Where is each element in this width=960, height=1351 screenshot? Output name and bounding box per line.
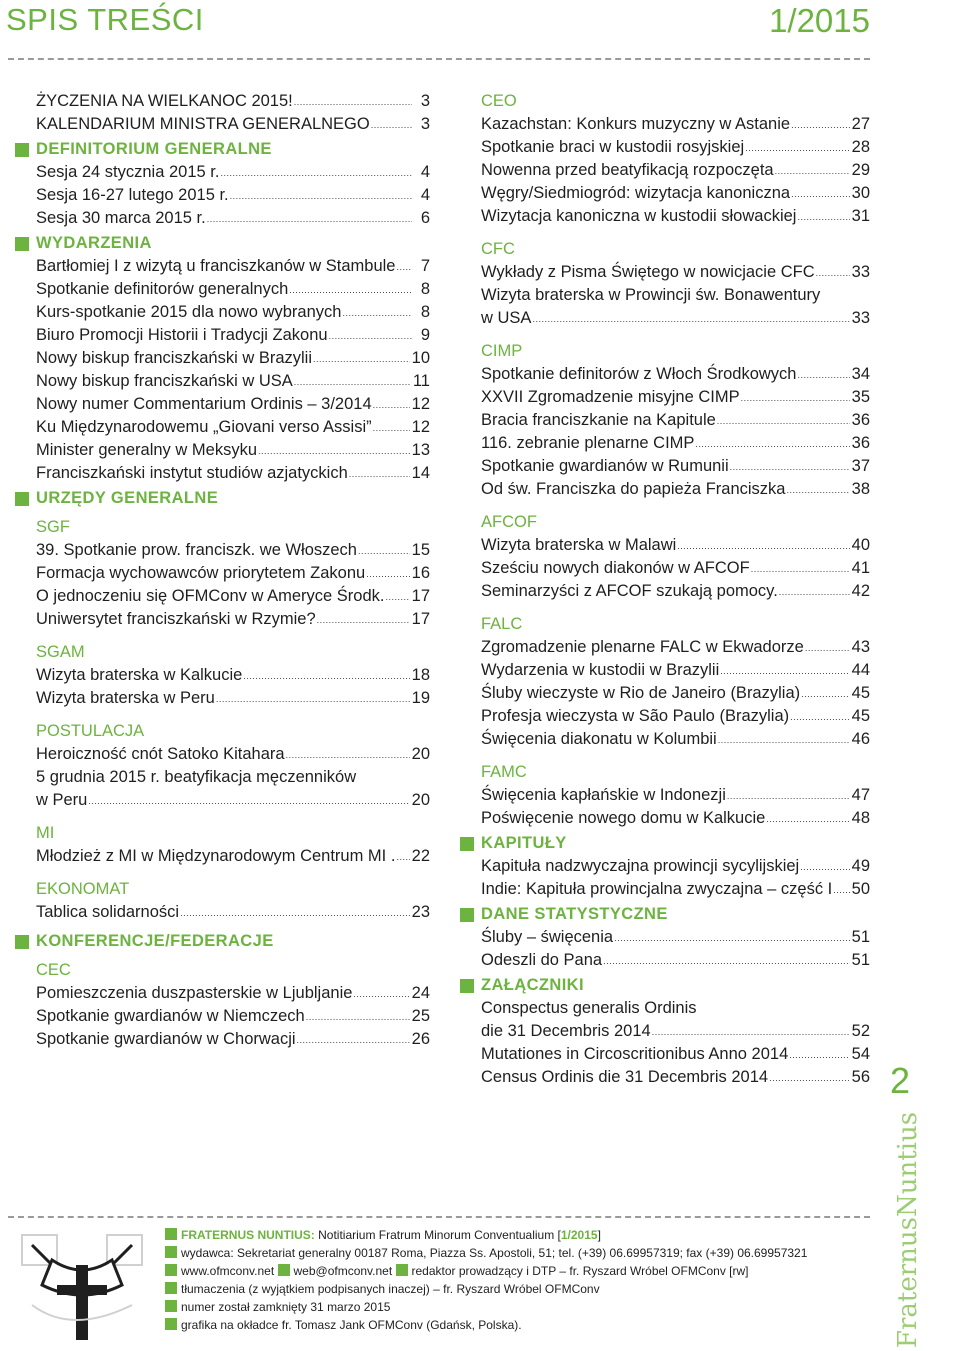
toc-entry[interactable]: Nowy biskup franciszkański w USA ..... 11	[15, 370, 430, 393]
fraternus-nuntius-logo: FraternusNuntius	[893, 1111, 923, 1349]
toc-entry[interactable]: Wizytacja kanoniczna w kustodii słowackiej ..... 31	[460, 205, 870, 228]
footer-square-icon	[165, 1246, 177, 1258]
subsection-label-postulacja: POSTULACJA	[36, 722, 145, 740]
toc-entry[interactable]: Węgry/Siedmiogród: wizytacja kanoniczna ..... 30	[460, 182, 870, 205]
toc-entry[interactable]: Tablica solidarności ..... 23	[15, 901, 430, 924]
subsection-label-falc: FALC	[481, 615, 523, 633]
toc-entry[interactable]: Spotkanie gwardianów w Chorwacji ..... 26	[15, 1028, 430, 1051]
footer-line: www.ofmconv.net web@ofmconv.net redaktor prowadzący i DTP – fr. Ryszard Wróbel OFMConv [rw]	[165, 1262, 875, 1280]
section-square-icon	[15, 492, 29, 506]
toc-entry[interactable]: Pomieszczenia duszpasterskie w Ljubljanie ..... 24	[15, 982, 430, 1005]
footer-line: tłumaczenia (z wyjątkiem podpisanych inaczej) – fr. Ryszard Wróbel OFMConv	[165, 1280, 875, 1298]
subsection-label-famc: FAMC	[481, 763, 527, 781]
toc-entry-line[interactable]: 5 grudnia 2015 r. beatyfikacja męczenników	[36, 768, 357, 786]
toc-entry[interactable]: Mutationes in Circoscritionibus Anno 2014 ..... 54	[460, 1043, 870, 1066]
toc-entry[interactable]: 116. zebranie plenarne CIMP ..... 36	[460, 432, 870, 455]
section-heading-konferencje: KONFERENCJE/FEDERACJE	[15, 930, 430, 953]
toc-entry[interactable]: Spotkanie definitorów z Włoch Środkowych ..... 34	[460, 363, 870, 386]
section-square-icon	[460, 979, 474, 993]
toc-entry[interactable]: Kazachstan: Konkurs muzyczny w Astanie ..... 27	[460, 113, 870, 136]
toc-entry[interactable]: Poświęcenie nowego domu w Kalkucie ..... 48	[460, 807, 870, 830]
toc-entry-line[interactable]: Conspectus generalis Ordinis	[481, 999, 697, 1017]
toc-entry[interactable]: 39. Spotkanie prow. franciszk. we Włoszech ..... 15	[15, 539, 430, 562]
toc-entry[interactable]: Sesja 24 stycznia 2015 r. ..... 4	[15, 161, 430, 184]
toc-right-column	[460, 90, 870, 1089]
toc-entry[interactable]: Biuro Promocji Historii i Tradycji Zakonu ..... 9	[15, 324, 430, 347]
section-square-icon	[15, 935, 29, 949]
section-square-icon	[15, 143, 29, 157]
toc-entry[interactable]: Zgromadzenie plenarne FALC w Ekwadorze ..... 43	[460, 636, 870, 659]
toc-entry[interactable]: Wykłady z Pisma Świętego w nowicjacie CFC ..... 33	[460, 261, 870, 284]
toc-entry[interactable]: Wizyta braterska w Peru ..... 19	[15, 687, 430, 710]
subsection-label-afcof: AFCOF	[481, 513, 537, 531]
section-heading-kapituly: KAPITUŁY	[460, 832, 870, 855]
toc-entry[interactable]: w USA ..... 33	[460, 307, 870, 330]
toc-entry[interactable]: Wydarzenia w kustodii w Brazylii ..... 44	[460, 659, 870, 682]
toc-entry[interactable]: Heroiczność cnót Satoko Kitahara ..... 20	[15, 743, 430, 766]
toc-entry[interactable]: Bartłomiej I z wizytą u franciszkanów w Stambule ..... 7	[15, 255, 430, 278]
toc-entry[interactable]: Kurs-spotkanie 2015 dla nowo wybranych ..... 8	[15, 301, 430, 324]
toc-entry[interactable]: Nowy numer Commentarium Ordinis – 3/2014 ..... 12	[15, 393, 430, 416]
footer-square-icon	[165, 1300, 177, 1312]
toc-entry[interactable]: Spotkanie braci w kustodii rosyjskiej ..... 28	[460, 136, 870, 159]
section-heading-definitorium: DEFINITORIUM GENERALNE	[15, 138, 430, 161]
page-header	[0, 0, 960, 70]
subsection-label-ceo: CEO	[481, 92, 517, 110]
toc-entry[interactable]: Franciszkański instytut studiów azjatyckich ..... 14	[15, 462, 430, 485]
footer-line: wydawca: Sekretariat generalny 00187 Roma, Piazza Ss. Apostoli, 51; tel. (+39) 06.69957319; fax (+39) 06.69957321	[165, 1244, 875, 1262]
toc-entry[interactable]: Odeszli do Pana ..... 51	[460, 949, 870, 972]
section-square-icon	[15, 237, 29, 251]
toc-entry[interactable]: Spotkanie gwardianów w Rumunii ..... 37	[460, 455, 870, 478]
section-heading-wydarzenia: WYDARZENIA	[15, 232, 430, 255]
toc-entry[interactable]: Ku Międzynarodowemu „Giovani verso Assisi” ..... 12	[15, 416, 430, 439]
toc-entry[interactable]: O jednoczeniu się OFMConv w Ameryce Środk. ..... 17	[15, 585, 430, 608]
issue-number: 1/2015	[769, 2, 870, 39]
toc-entry[interactable]: Wizyta braterska w Malawi ..... 40	[460, 534, 870, 557]
subsection-label-sgf: SGF	[36, 518, 70, 536]
toc-entry[interactable]: Census Ordinis die 31 Decembris 2014 ..... 56	[460, 1066, 870, 1089]
toc-entry[interactable]: Profesja wieczysta w São Paulo (Brazylia) ..... 45	[460, 705, 870, 728]
toc-entry[interactable]: Seminarzyści z AFCOF szukają pomocy. ..... 42	[460, 580, 870, 603]
footer-square-icon	[165, 1228, 177, 1240]
toc-entry[interactable]: Sesja 16-27 lutego 2015 r. ..... 4	[15, 184, 430, 207]
toc-entry[interactable]: Młodzież z MI w Międzynarodowym Centrum MI . ..... 22	[15, 845, 430, 868]
toc-entry[interactable]: die 31 Decembris 2014 ..... 52	[460, 1020, 870, 1043]
footer-square-icon	[165, 1318, 177, 1330]
toc-entry[interactable]: w Peru ..... 20	[15, 789, 430, 812]
section-heading-statystyki: DANE STATYSTYCZNE	[460, 903, 870, 926]
franciscan-emblem-icon	[12, 1225, 152, 1345]
toc-entry[interactable]: Nowy biskup franciszkański w Brazylii ..... 10	[15, 347, 430, 370]
toc-entry[interactable]: XXVII Zgromadzenie misyjne CIMP ..... 35	[460, 386, 870, 409]
toc-entry[interactable]: Święcenia kapłańskie w Indonezji ..... 47	[460, 784, 870, 807]
subsection-label-cec: CEC	[36, 961, 71, 979]
section-square-icon	[460, 837, 474, 851]
toc-left-column	[15, 90, 430, 1051]
toc-entry-line[interactable]: Wizyta braterska w Prowincji św. Bonawentury	[481, 286, 821, 304]
footer-line: FRATERNUS NUNTIUS: Notitiarium Fratrum Minorum Conventualium [1/2015]	[165, 1226, 875, 1244]
page-title: SPIS TREŚCI	[6, 2, 204, 37]
subsection-label-mi: MI	[36, 824, 55, 842]
section-heading-zalaczniki: ZAŁĄCZNIKI	[460, 974, 870, 997]
section-heading-urzedy: URZĘDY GENERALNE	[15, 487, 430, 510]
toc-entry[interactable]: Sesja 30 marca 2015 r. ..... 6	[15, 207, 430, 230]
subsection-label-cfc: CFC	[481, 240, 515, 258]
footer-info	[165, 1226, 875, 1334]
footer-square-icon	[165, 1282, 177, 1294]
toc-entry[interactable]: Od św. Franciszka do papieża Franciszka ..... 38	[460, 478, 870, 501]
subsection-label-ekonomat: EKONOMAT	[36, 880, 130, 898]
toc-entry[interactable]: Wizyta braterska w Kalkucie ..... 18	[15, 664, 430, 687]
footer-divider	[8, 1216, 870, 1218]
toc-entry[interactable]: Formacja wychowawców priorytetem Zakonu ..... 16	[15, 562, 430, 585]
footer-square-icon	[278, 1264, 290, 1276]
subsection-label-sgam: SGAM	[36, 643, 85, 661]
footer-email-link[interactable]: web@ofmconv.net	[293, 1264, 393, 1278]
footer-line: grafika na okładce fr. Tomasz Jank OFMConv (Gdańsk, Polska).	[165, 1316, 875, 1334]
toc-entry[interactable]: KALENDARIUM MINISTRA GENERALNEGO ..... 3	[15, 113, 430, 136]
toc-entry[interactable]: Śluby – święcenia ..... 51	[460, 926, 870, 949]
footer-square-icon	[165, 1264, 177, 1276]
toc-entry[interactable]: Sześciu nowych diakonów w AFCOF ..... 41	[460, 557, 870, 580]
toc-entry[interactable]: Śluby wieczyste w Rio de Janeiro (Brazylia) ..... 45	[460, 682, 870, 705]
subsection-label-cimp: CIMP	[481, 342, 523, 360]
footer-line: numer został zamknięty 31 marzo 2015	[165, 1298, 875, 1316]
toc-entry[interactable]: Bracia franciszkanie na Kapitule ..... 36	[460, 409, 870, 432]
toc-entry[interactable]: Święcenia diakonatu w Kolumbii ..... 46	[460, 728, 870, 751]
toc-entry[interactable]: Minister generalny w Meksyku ..... 13	[15, 439, 430, 462]
toc-entry[interactable]: Indie: Kapituła prowincjalna zwyczajna – część I ..... 50	[460, 878, 870, 901]
toc-entry[interactable]: Spotkanie gwardianów w Niemczech ..... 25	[15, 1005, 430, 1028]
toc-entry[interactable]: ŻYCZENIA NA WIELKANOC 2015! ..... 3	[15, 90, 430, 113]
page-number: 2	[890, 1060, 911, 1101]
section-square-icon	[460, 908, 474, 922]
toc-entry[interactable]: Uniwersytet franciszkański w Rzymie? ..... 17	[15, 608, 430, 631]
toc-entry[interactable]: Spotkanie definitorów generalnych ..... 8	[15, 278, 430, 301]
toc-entry[interactable]: Kapituła nadzwyczajna prowincji sycylijskiej ..... 49	[460, 855, 870, 878]
toc-entry[interactable]: Nowenna przed beatyfikacją rozpoczęta ..... 29	[460, 159, 870, 182]
header-divider	[8, 58, 870, 60]
footer-square-icon	[396, 1264, 408, 1276]
footer-web-link[interactable]: www.ofmconv.net	[181, 1264, 275, 1278]
